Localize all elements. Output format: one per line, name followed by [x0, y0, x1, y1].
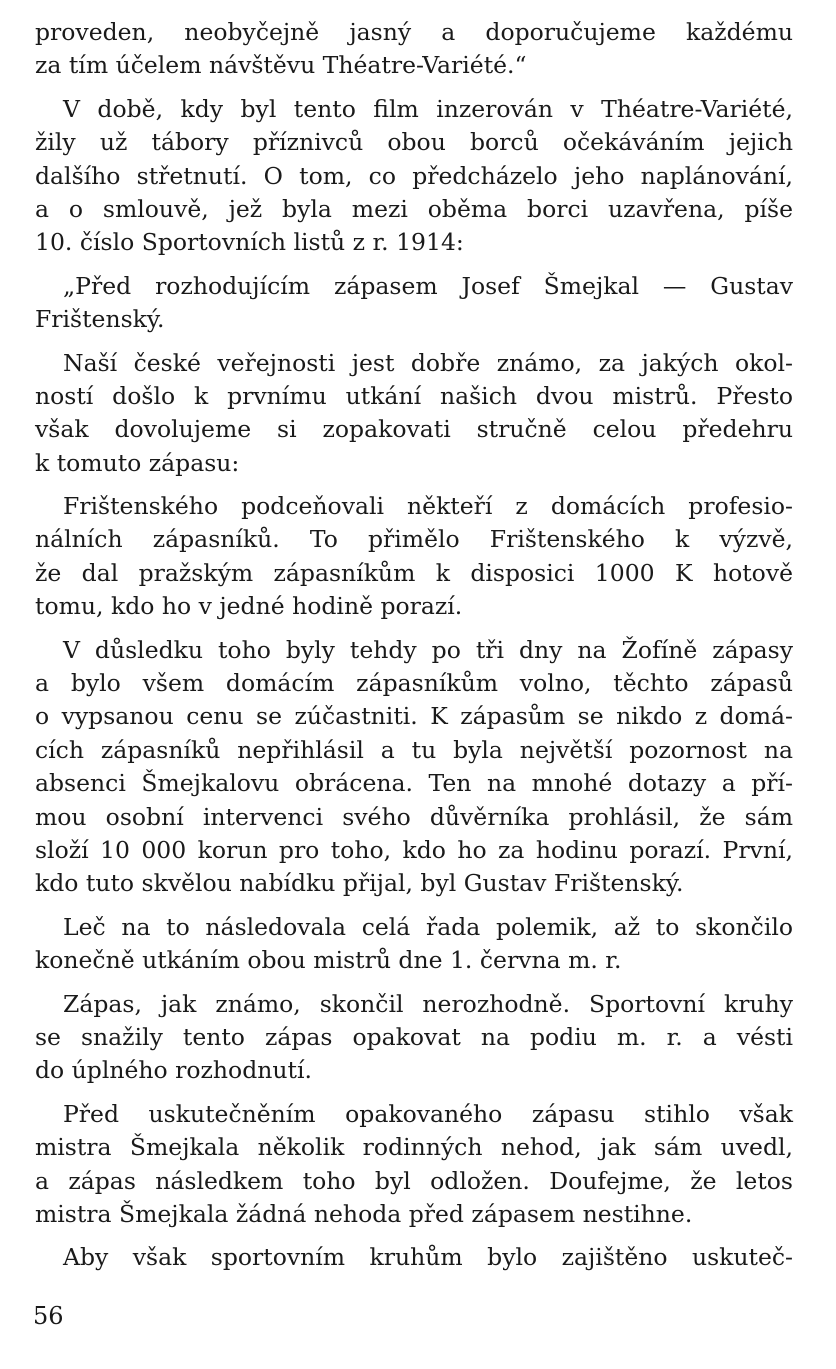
- text-line: a o smlouvě, jež byla mezi oběma borci uzavřena, píše: [35, 194, 793, 223]
- text-line: nálních zápasníků. To přimělo Frištenského k výzvě,: [35, 525, 793, 554]
- paragraph: [35, 634, 793, 901]
- text-line: cích zápasníků nepřihlásil a tu byla největší pozornost na: [35, 735, 793, 764]
- text-line: V době, kdy byl tento film inzerován v Théatre-Variété,: [63, 94, 793, 123]
- text-line: Naší české veřejnosti jest dobře známo, za jakých okol-: [63, 348, 793, 377]
- text-line: Zápas, jak známo, skončil nerozhodně. Sportovní kruhy: [63, 989, 793, 1018]
- text-line: mistra Šmejkala několik rodinných nehod, jak sám uvedl,: [35, 1133, 793, 1162]
- text-line: však dovolujeme si zopakovati stručně celou předehru: [35, 415, 793, 444]
- text-line: se snažily tento zápas opakovat na podiu m. r. a vésti: [35, 1022, 793, 1051]
- text-line: ností došlo k prvnímu utkání našich dvou mistrů. Přesto: [35, 381, 793, 410]
- text-line: a zápas následkem toho byl odložen. Doufejme, že letos: [35, 1166, 793, 1195]
- text-line: proveden, neobyčejně jasný a doporučujeme každému: [35, 18, 793, 46]
- text-line: Aby však sportovním kruhům bylo zajištěno uskuteč-: [63, 1243, 793, 1272]
- text-line: a bylo všem domácím zápasníkům volno, těchto zápasů: [35, 669, 793, 698]
- page-number: 56: [33, 1302, 64, 1330]
- body-text: [35, 16, 793, 1285]
- text-line: k tomuto zápasu:: [35, 448, 240, 477]
- paragraph: [35, 911, 793, 978]
- text-line: mou osobní intervenci svého důvěrníka prohlásil, že sám: [35, 802, 793, 831]
- text-line: konečně utkáním obou mistrů dne 1. června m. r.: [35, 946, 622, 975]
- text-line: Leč na to následovala celá řada polemik, až to skončilo: [63, 912, 793, 941]
- text-line: V důsledku toho byly tehdy po tři dny na Žofíně zápasy: [63, 635, 793, 664]
- paragraph: [35, 490, 793, 624]
- paragraph: [35, 270, 793, 337]
- text-line: absenci Šmejkalovu obrácena. Ten na mnohé dotazy a pří-: [35, 769, 793, 798]
- text-line: mistra Šmejkala žádná nehoda před zápasem nestihne.: [35, 1199, 693, 1228]
- text-line: žily už tábory příznivců obou borců očekáváním jejich: [35, 128, 793, 157]
- text-line: složí 10 000 korun pro toho, kdo ho za hodinu porazí. První,: [35, 835, 793, 864]
- text-line: Frištenský.: [35, 305, 165, 334]
- text-line: že dal pražským zápasníkům k disposici 1000 K hotově: [35, 558, 793, 587]
- paragraph: [35, 1241, 793, 1274]
- paragraph: [35, 1098, 793, 1232]
- text-line: o vypsanou cenu se zúčastniti. K zápasům se nikdo z domá-: [35, 702, 793, 731]
- paragraph: [35, 93, 793, 260]
- text-line: Frištenského podceňovali někteří z domácích profesio-: [63, 492, 793, 521]
- text-line: dalšího střetnutí. O tom, co předcházelo jeho naplánování,: [35, 161, 793, 190]
- paragraph: [35, 347, 793, 481]
- paragraph: [35, 16, 793, 83]
- text-line: kdo tuto skvělou nabídku přijal, byl Gustav Frištenský.: [35, 869, 684, 898]
- text-line: tomu, kdo ho v jedné hodině porazí.: [35, 592, 463, 621]
- text-line: „Před rozhodujícím zápasem Josef Šmejkal — Gustav: [63, 271, 793, 300]
- text-line: za tím účelem návštěvu Théatre-Variété.“: [35, 51, 527, 80]
- text-line: 10. číslo Sportovních listů z r. 1914:: [35, 228, 464, 257]
- paragraph: [35, 988, 793, 1088]
- text-line: do úplného rozhodnutí.: [35, 1056, 312, 1085]
- text-line: Před uskutečněním opakovaného zápasu stihlo však: [63, 1099, 793, 1128]
